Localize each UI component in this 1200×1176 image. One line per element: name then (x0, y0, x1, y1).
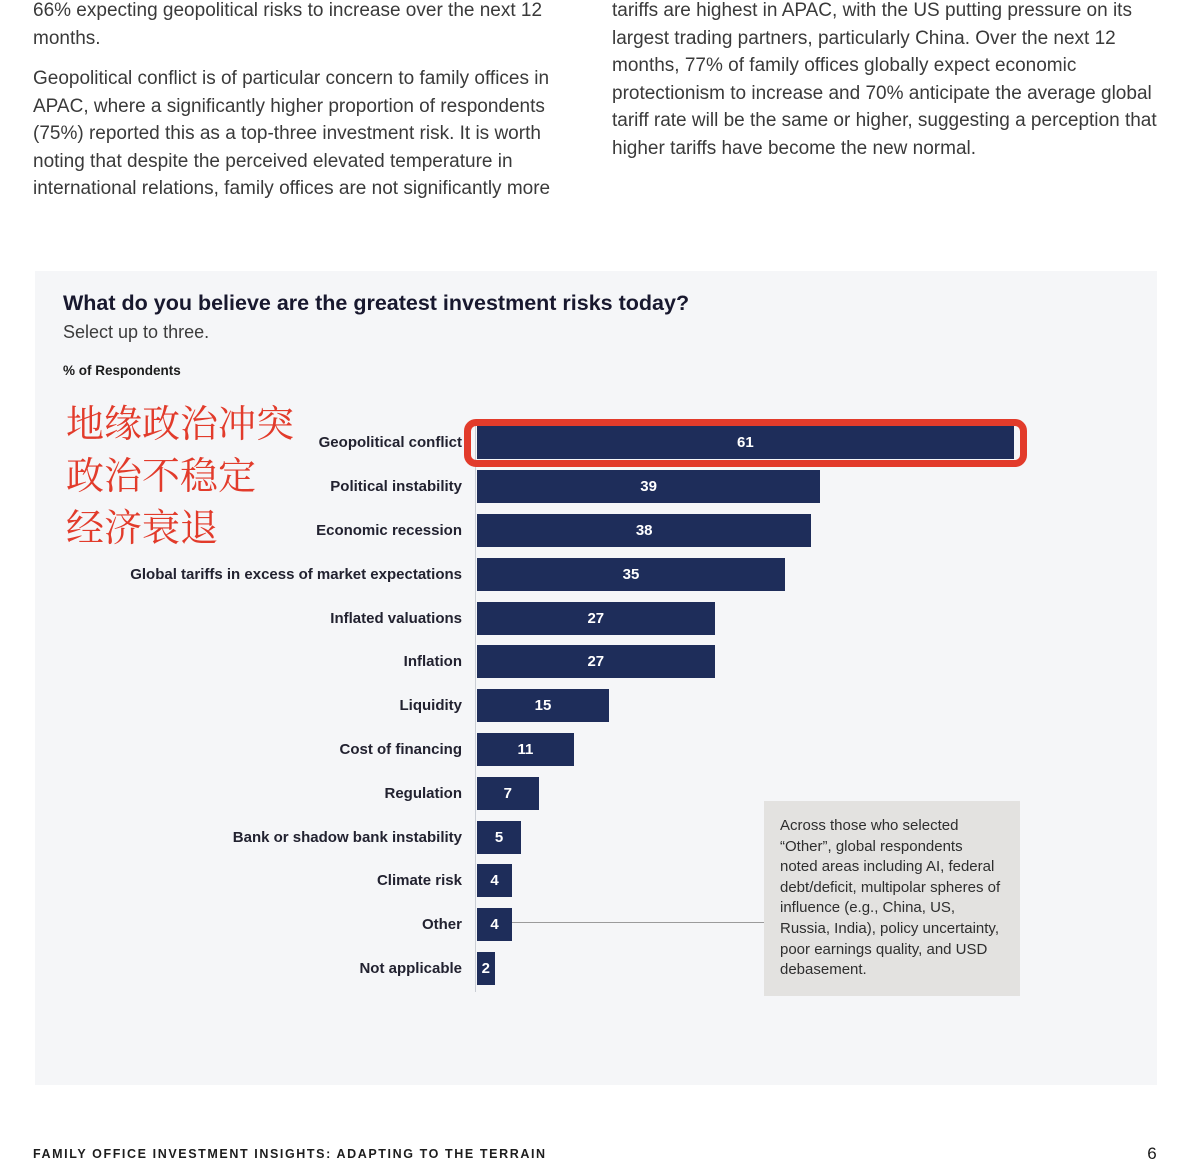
bar-value: 15 (534, 697, 552, 715)
footer-page-number: 6 (1147, 1144, 1157, 1163)
bar-regulation (477, 777, 539, 810)
bar-value: 61 (737, 434, 754, 452)
bar-value: 5 (494, 828, 504, 846)
chart-row (35, 509, 1157, 553)
bar-value: 4 (490, 872, 499, 890)
bar-political-instability (477, 470, 820, 503)
chart-row (35, 552, 1157, 596)
other-note-box: Across those who selected “Other”, global respondents noted areas including AI, federal debt/deficit, multipolar spheres of influence (e.g., China, US, Russia, India), policy uncertainty, poor earnings quality, and USD debasement. (764, 801, 1020, 996)
bar-value: 11 (517, 740, 534, 758)
bar-value: 27 (587, 609, 605, 627)
bar-global-tariffs (477, 558, 785, 591)
bar-climate-risk (477, 864, 512, 897)
body-text-left-column (33, 0, 563, 203)
chart-row (35, 728, 1157, 772)
category-label: Political instability (330, 478, 462, 496)
paragraph: tariffs are highest in APAC, with the US putting pressure on its largest trading partners, particularly China. Over the next 12 months, 77% of family offices globally expect economic protectionism to increase and 70% anticipate the average global tariff rate will be the same or higher, suggesting a perception that higher tariffs have become the new normal. (612, 0, 1157, 159)
axis-label: % of Respondents (63, 363, 181, 378)
bar-inflation (477, 645, 715, 678)
body-text-right-column (612, 0, 1157, 162)
category-label: Cost of financing (339, 740, 462, 758)
category-label: Other (421, 916, 462, 934)
category-label: Liquidity (399, 697, 462, 715)
bar-value: 4 (490, 916, 499, 934)
chart-row (35, 684, 1157, 728)
chart-row (35, 465, 1157, 509)
chart-title: What do you believe are the greatest investment risks today? (63, 291, 690, 315)
chart-row (35, 596, 1157, 640)
chart-subtitle: Select up to three. (63, 322, 210, 342)
note-connector-line (512, 922, 764, 923)
category-label: Regulation (384, 784, 462, 802)
bar-value: 39 (640, 478, 657, 496)
category-label: Inflation (403, 653, 462, 671)
red-highlight-ring (464, 419, 1027, 467)
footer-document-title: FAMILY OFFICE INVESTMENT INSIGHTS: ADAPTING TO THE TERRAIN (33, 1147, 547, 1161)
bar-bank-instability (477, 821, 521, 854)
category-label: Bank or shadow bank instability (232, 828, 462, 846)
paragraph: 66% expecting geopolitical risks to increase over the next 12 months. (33, 0, 543, 49)
category-label: Not applicable (359, 959, 462, 977)
bar-liquidity (477, 689, 609, 722)
bar-value: 7 (503, 784, 512, 802)
bar-inflated-valuations (477, 602, 715, 635)
bar-value: 2 (481, 959, 490, 977)
category-label: Economic recession (316, 521, 462, 539)
bar-cost-of-financing (477, 733, 574, 766)
bar-other (477, 908, 512, 941)
category-label: Geopolitical conflict (318, 434, 462, 452)
bar-value: 35 (622, 565, 640, 583)
category-label: Climate risk (376, 872, 462, 890)
category-label: Global tariffs in excess of market expectations (130, 565, 462, 583)
bar-economic-recession (477, 514, 811, 547)
paragraph: Geopolitical conflict is of particular concern to family offices in APAC, where a significantly higher proportion of respondents (75%) reported this as a top-three investment risk. It is worth noting that despite the perceived elevated temperature in international relations, family offices are not significantly more (33, 68, 551, 199)
cjk-annotation-line: 政治不稳定 (66, 456, 257, 498)
category-label: Inflated valuations (330, 609, 462, 627)
chart-row (35, 640, 1157, 684)
bar-value: 27 (587, 653, 605, 671)
cjk-annotation-line: 经济衰退 (66, 508, 219, 550)
bar-not-applicable (477, 952, 495, 985)
bar-value: 38 (635, 521, 653, 539)
chart-panel (35, 271, 1157, 1085)
cjk-annotation-line: 地缘政治冲突 (66, 404, 295, 446)
